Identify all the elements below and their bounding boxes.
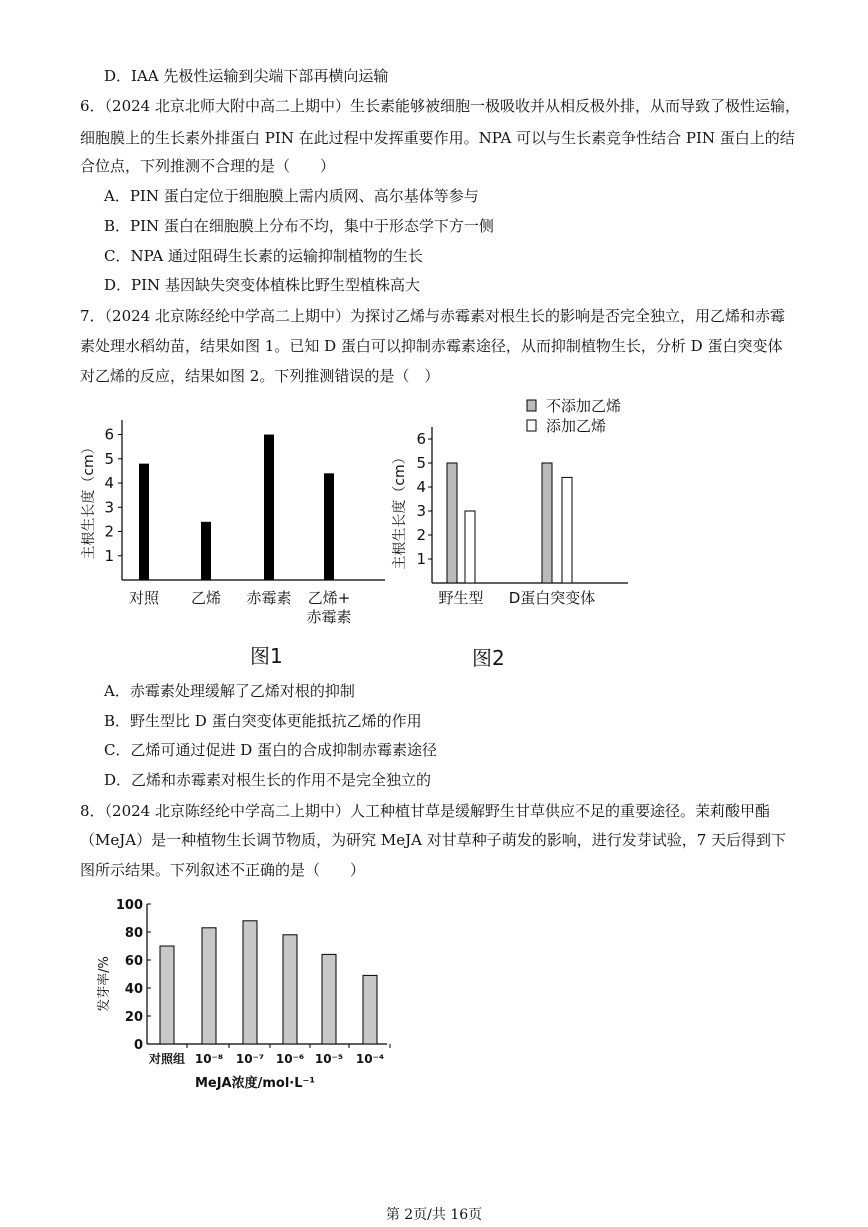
q6-option-b: B．PIN 蛋白在细胞膜上分布不均，集中于形态学下方一侧: [104, 217, 494, 235]
y-tick-label: 3: [104, 498, 114, 517]
y-tick-label: 60: [124, 954, 143, 969]
legend-swatch: [527, 400, 536, 411]
q6-stem-line2: 细胞膜上的生长素外排蛋白 PIN 在此过程中发挥重要作用。NPA 可以与生长素竞争性结合 PIN 蛋白上的结: [80, 129, 795, 147]
y-axis-label: 发芽率/%: [97, 956, 112, 1012]
bar-不添加乙烯-野生型: [447, 463, 457, 583]
y-tick-label: 80: [124, 926, 143, 941]
bar-添加乙烯-D蛋白突变体: [562, 477, 572, 583]
bar-1: [139, 464, 149, 580]
y-tick-label: 40: [124, 982, 143, 997]
y-tick-label: 4: [104, 474, 114, 493]
y-tick-label: 5: [104, 449, 114, 468]
legend-label: 添加乙烯: [546, 417, 607, 435]
y-tick-label: 4: [416, 478, 426, 496]
figure-2-caption: 图2: [472, 646, 505, 670]
y-tick-label: 1: [416, 550, 426, 568]
x-category-label: 10⁻⁶: [275, 1052, 305, 1066]
y-tick-label: 2: [104, 522, 114, 541]
x-category-label: 乙烯: [190, 589, 222, 607]
y-tick-label: 2: [416, 526, 426, 544]
q8-stem-line1: 8．（2024 北京陈经纶中学高二上期中）人工种植甘草是缓解野生甘草供应不足的重要途径。茉莉酸甲酯: [80, 802, 770, 820]
x-category-label: 10⁻⁴: [355, 1052, 385, 1066]
q7-option-b: B．野生型比 D 蛋白突变体更能抵抗乙烯的作用: [104, 712, 422, 730]
bar-4: [283, 935, 297, 1044]
y-tick-label: 1: [104, 546, 114, 565]
y-tick-label: 6: [104, 425, 114, 444]
bar-1: [160, 946, 174, 1044]
y-tick-label: 100: [115, 898, 143, 913]
q7-stem-line1: 7．（2024 北京陈经纶中学高二上期中）为探讨乙烯与赤霉素对根生长的影响是否完全独立，用乙烯和赤霉: [80, 307, 785, 325]
legend-swatch: [527, 420, 536, 431]
bar-3: [243, 921, 257, 1044]
bar-添加乙烯-野生型: [465, 511, 475, 583]
q8-stem-line2: （MeJA）是一种植物生长调节物质，为研究 MeJA 对甘草种子萌发的影响，进行发芽试验，7 天后得到下: [80, 831, 787, 849]
bar-2: [202, 928, 216, 1044]
q7-option-d: D．乙烯和赤霉素对根生长的作用不是完全独立的: [104, 771, 432, 789]
bar-不添加乙烯-D蛋白突变体: [542, 463, 552, 583]
q6-option-a: A．PIN 蛋白定位于细胞膜上需内质网、高尔基体等参与: [104, 187, 479, 205]
figure-2-bar-chart: [390, 392, 640, 622]
x-axis-label: MeJA浓度/mol·L⁻¹: [194, 1076, 316, 1091]
y-axis-label: 主根生长度（cm）: [392, 450, 408, 570]
q7-option-a: A．赤霉素处理缓解了乙烯对根的抑制: [104, 682, 355, 700]
y-tick-label: 5: [416, 454, 426, 472]
page-footer: 第 2页/共 16页: [385, 1207, 483, 1223]
q7-stem-line2: 素处理水稻幼苗，结果如图 1。已知 D 蛋白可以抑制赤霉素途径，从而抑制植物生长，分析 D 蛋白突变体: [80, 337, 783, 355]
q6-option-c: C．NPA 通过阻碍生长素的运输抑制植物的生长: [104, 247, 423, 265]
q8-stem-line3: 图所示结果。下列叙述不正确的是（ ）: [80, 861, 366, 879]
x-category-label: 对照组: [148, 1052, 186, 1066]
x-category-label: 赤霉素: [306, 608, 352, 626]
bar-5: [322, 954, 336, 1044]
bar-3: [264, 435, 274, 580]
y-tick-label: 6: [416, 430, 426, 448]
y-tick-label: 3: [416, 502, 426, 520]
q7-stem-line3: 对乙烯的反应，结果如图 2。下列推测错误的是（ ）: [80, 367, 440, 385]
x-category-label: 乙烯+: [307, 589, 351, 607]
legend-label: 不添加乙烯: [546, 397, 622, 415]
x-category-label: 野生型: [438, 589, 484, 607]
y-tick-label: 20: [124, 1010, 143, 1025]
x-category-label: D蛋白突变体: [508, 589, 596, 607]
y-tick-label: 0: [133, 1038, 143, 1053]
figure-1-bar-chart: [80, 405, 400, 635]
y-axis-label: 主根生长度（cm）: [81, 440, 97, 560]
x-category-label: 赤霉素: [246, 589, 292, 607]
q7-option-c: C．乙烯可通过促进 D 蛋白的合成抑制赤霉素途径: [104, 741, 438, 759]
x-category-label: 对照: [128, 589, 160, 607]
q6-stem-line1: 6．（2024 北京北师大附中高二上期中）生长素能够被细胞一极吸收并从相反极外排，从而导致了极性运输，: [80, 97, 800, 115]
x-category-label: 10⁻⁸: [194, 1052, 224, 1066]
bar-2: [201, 522, 211, 580]
q6-stem-line3: 合位点，下列推测不合理的是（ ）: [80, 157, 336, 175]
figure-3-germination-chart: [95, 893, 395, 1098]
figure-1-caption: 图1: [250, 644, 283, 668]
bar-4: [324, 473, 334, 580]
q6-option-d: D．PIN 基因缺失突变体植株比野生型植株高大: [104, 276, 420, 294]
x-category-label: 10⁻⁷: [235, 1052, 265, 1066]
bar-6: [363, 975, 377, 1044]
q5-option-d: D．IAA 先极性运输到尖端下部再横向运输: [104, 67, 389, 85]
x-category-label: 10⁻⁵: [314, 1052, 344, 1066]
